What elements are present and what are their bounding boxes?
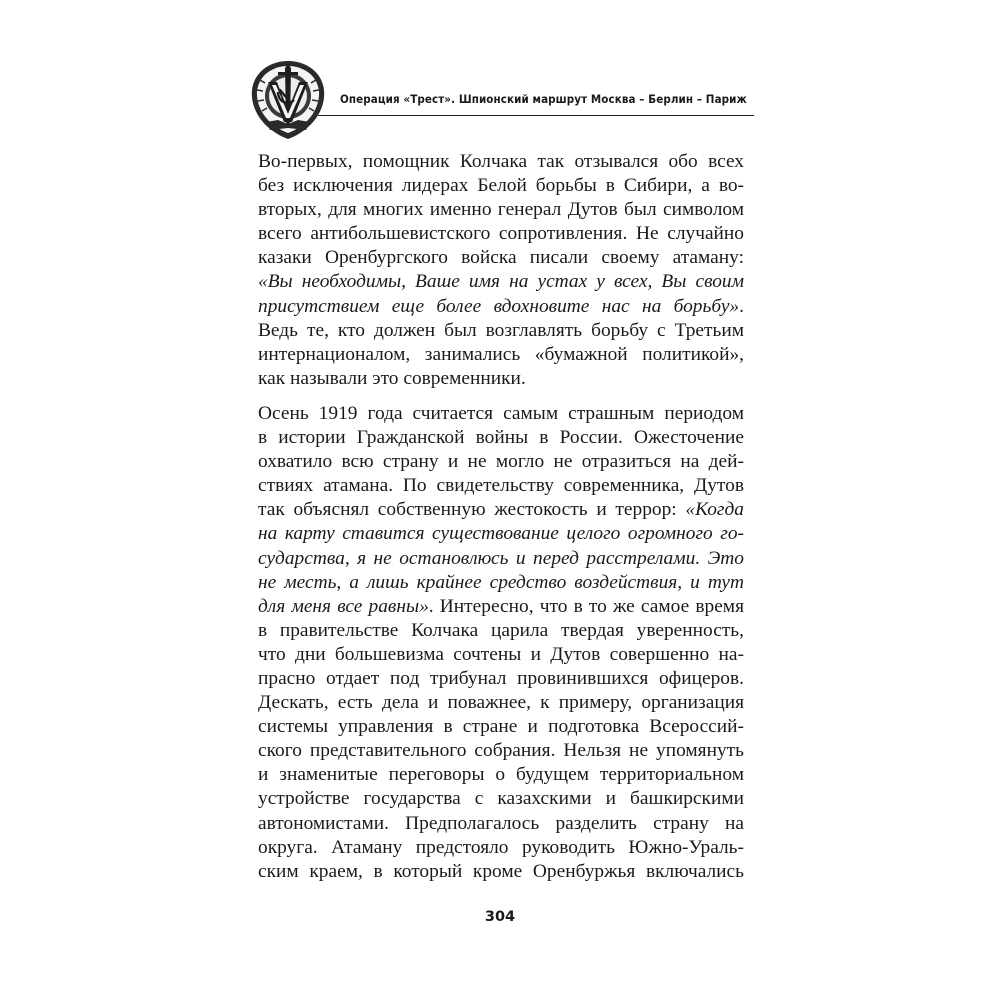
italic-quote-fragment: для меня все равны»: [258, 595, 429, 617]
text-line: [258, 498, 744, 522]
text-fragment: Ведь те, кто должен был возглавлять борьбу с Третьим: [258, 319, 744, 341]
text-line: [258, 787, 744, 811]
text-line: [258, 547, 744, 571]
text-line: [258, 619, 744, 643]
text-fragment: ского представительного собрания. Нельзя не упомянуть: [258, 740, 744, 762]
paragraph: [258, 150, 744, 391]
text-fragment: прасно отдает под трибунал провинившихся офицеров.: [258, 667, 744, 689]
text-line: [258, 595, 744, 619]
text-line: [258, 270, 744, 294]
text-line: [258, 522, 744, 546]
text-line: [258, 836, 744, 860]
text-fragment: округа. Атаману предстояло руководить Южно-Ураль-: [258, 836, 744, 858]
text-line: [258, 860, 744, 884]
text-line: [258, 667, 744, 691]
italic-quote-fragment: присутствием еще более вдохновите нас на борьбу»: [258, 295, 740, 317]
italic-quote-fragment: сударства, я не остановлюсь и перед расстрелами. Это: [258, 547, 744, 569]
text-line: [258, 367, 744, 391]
text-line: [258, 150, 744, 174]
paragraph: [258, 402, 744, 884]
body-text: [258, 150, 744, 884]
text-line: [258, 450, 744, 474]
text-fragment: в истории Гражданской войны в России. Ожесточение: [258, 427, 744, 449]
text-line: [258, 763, 744, 787]
text-line: [258, 812, 744, 836]
page-number: 304: [484, 909, 516, 925]
header-rule: [318, 115, 754, 116]
text-fragment: Дескать, есть дела и поважнее, к примеру, организация: [258, 692, 744, 714]
text-line: [258, 691, 744, 715]
text-line: [258, 402, 744, 426]
text-fragment: всего антибольшевистского сопротивления. Не случайно: [258, 223, 744, 245]
text-fragment: что дни большевизма сочтены и Дутов совершенно на-: [258, 643, 744, 665]
text-fragment: ским краем, в который кроме Оренбуржья включались: [258, 860, 744, 882]
italic-quote-fragment: на карту ставится существование целого огромного го-: [258, 523, 744, 545]
text-fragment: в правительстве Колчака царила твердая уверенность,: [258, 619, 744, 641]
text-fragment: системы управления в стране и подготовка Всероссий-: [258, 716, 744, 738]
italic-quote-fragment: «Вы необходимы, Ваше имя на устах у всех, Вы своим: [258, 271, 744, 293]
text-line: [258, 198, 744, 222]
text-fragment: Во-первых, помощник Колчака так отзывался обо всех: [258, 151, 744, 172]
text-fragment: так объяснял собственную жестокость и террор:: [258, 499, 686, 521]
italic-quote-fragment: не месть, а лишь крайнее средство воздействия, и тут: [258, 571, 744, 593]
text-fragment: устройстве государства с казахскими и башкирскими: [258, 788, 744, 810]
text-line: [258, 246, 744, 270]
text-fragment: интернационалом, занимались «бумажной политикой»,: [258, 343, 744, 365]
text-line: [258, 715, 744, 739]
chekist-shield-emblem-icon: [248, 58, 328, 142]
text-fragment: охватило всю страну и не могло не отразиться на дей-: [258, 451, 744, 473]
text-fragment: вторых, для многих именно генерал Дутов был символом: [258, 199, 744, 221]
text-line: [258, 474, 744, 498]
text-line: [258, 319, 744, 343]
text-fragment: как называли это современники.: [258, 367, 526, 389]
text-line: [258, 174, 744, 198]
text-line: [258, 295, 744, 319]
text-fragment: и знаменитые переговоры о будущем территориальном: [258, 764, 744, 786]
text-fragment: .: [739, 295, 744, 317]
running-header-title: Операция «Трест». Шпионский маршрут Москва – Берлин – Париж: [340, 92, 747, 106]
text-line: [258, 571, 744, 595]
text-fragment: Осень 1919 года считается самым страшным периодом: [258, 402, 744, 424]
text-line: [258, 343, 744, 367]
text-fragment: автономистами. Предполагалось разделить страну на: [258, 812, 744, 834]
text-line: [258, 222, 744, 246]
text-line: [258, 426, 744, 450]
italic-quote-fragment: «Когда: [685, 499, 744, 521]
text-fragment: ствиях атамана. По свидетельству современника, Дутов: [258, 475, 744, 497]
text-fragment: . Интересно, что в то же самое время: [428, 595, 744, 617]
text-fragment: казаки Оренбургского войска писали своему атаману:: [258, 247, 744, 269]
text-fragment: без исключения лидерах Белой борьбы в Сибири, а во-: [258, 175, 744, 197]
text-line: [258, 739, 744, 763]
text-line: [258, 643, 744, 667]
